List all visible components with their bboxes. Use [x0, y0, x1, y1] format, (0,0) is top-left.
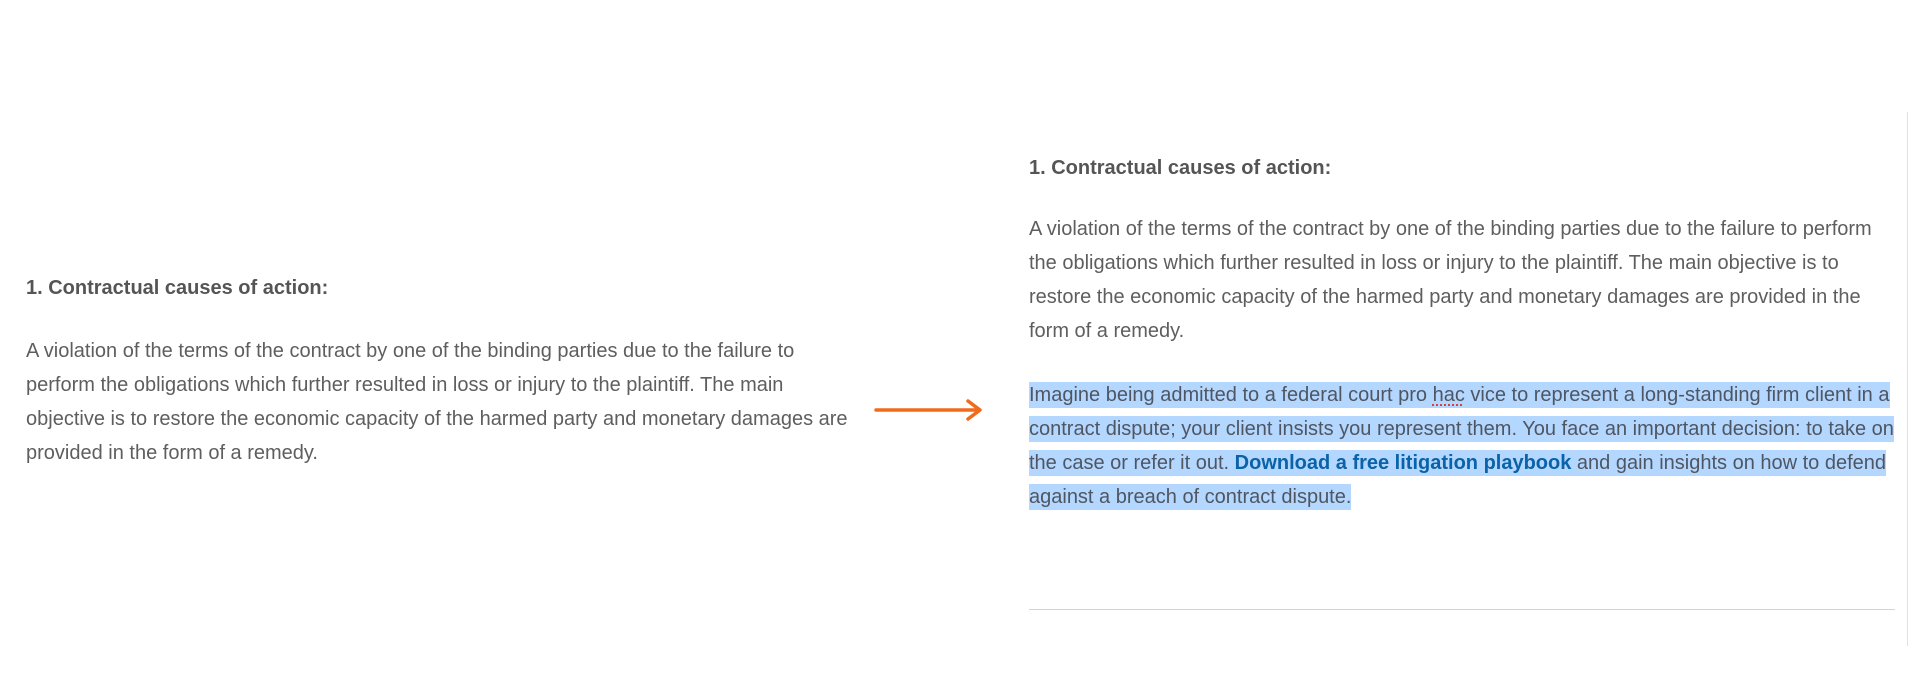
selected-text[interactable] — [1029, 382, 1894, 510]
before-panel — [26, 270, 856, 470]
section-divider — [1029, 609, 1895, 610]
section-heading: 1. Contractual causes of action: — [26, 277, 329, 299]
spellcheck-word[interactable]: hac — [1432, 384, 1465, 406]
cta-text-mid: vice to represent a long-standing firm client in a contract dispute; your client insists you represent them. You face an important decision: to take on the case or refer it out. — [1029, 384, 1894, 474]
cropped-text-fragment — [26, 496, 206, 502]
right-arrow-icon — [874, 398, 986, 422]
after-panel — [1029, 150, 1899, 514]
inserted-cta-paragraph[interactable] — [1029, 378, 1899, 514]
download-playbook-link[interactable]: Download a free litigation playbook — [1234, 452, 1572, 474]
section-paragraph: A violation of the terms of the contract by one of the binding parties due to the failure to perform the obligations which further resulted in loss or injury to the plaintiff. The main objective is to restore the economic capacity of the harmed party and monetary damages are provided in the form of a remedy. — [1029, 218, 1872, 342]
cta-text-start: Imagine being admitted to a federal court pro — [1029, 384, 1433, 406]
cta-text-end: and gain insights on how to defend against a breach of contract dispute. — [1029, 452, 1887, 508]
section-paragraph: A violation of the terms of the contract by one of the binding parties due to the failure to perform the obligations which further resulted in loss or injury to the plaintiff. The main objective is to restore the economic capacity of the harmed party and monetary damages are provided in the form of a remedy. — [26, 340, 848, 464]
page-edge-line — [1907, 112, 1908, 646]
section-heading: 1. Contractual causes of action: — [1029, 157, 1332, 179]
